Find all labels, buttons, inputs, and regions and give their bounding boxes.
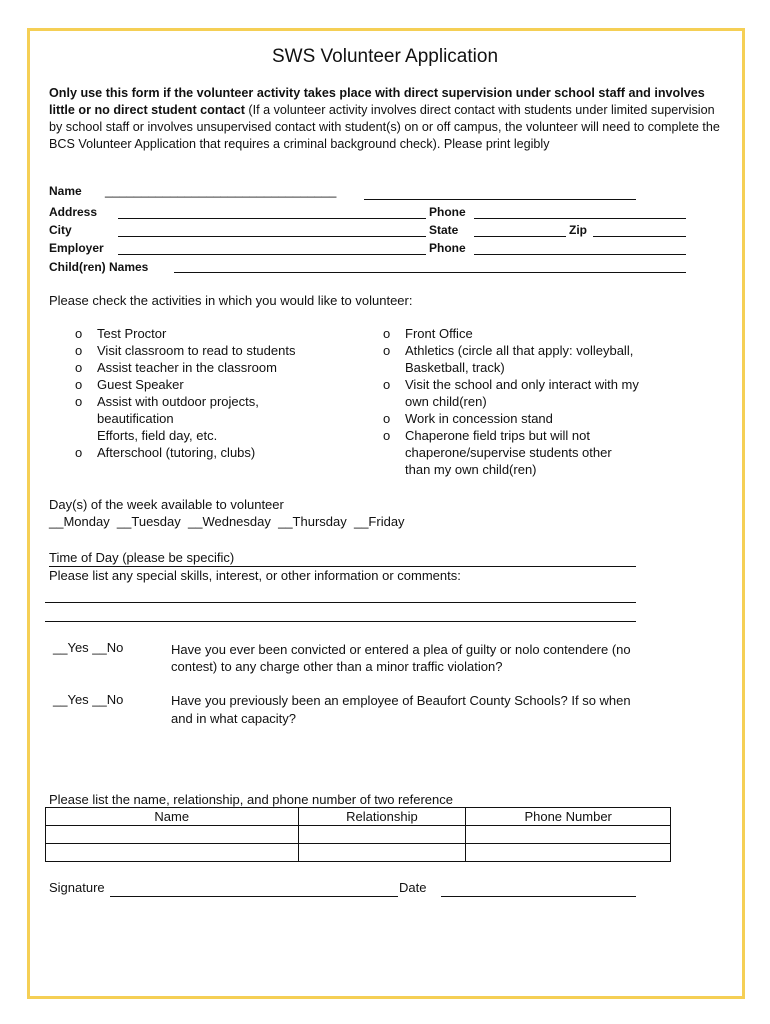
reference-1-relationship-cell[interactable] bbox=[298, 826, 466, 844]
reference-2-name-cell[interactable] bbox=[46, 844, 299, 862]
signature-label: Signature bbox=[49, 880, 105, 895]
time-of-day-field[interactable] bbox=[49, 566, 636, 567]
checkbox-bullet[interactable]: o bbox=[383, 428, 391, 443]
activity-text: Test Proctor bbox=[97, 326, 167, 341]
activity-option-left-4[interactable] bbox=[75, 376, 365, 393]
activity-text: Afterschool (tutoring, clubs) bbox=[97, 445, 256, 460]
activity-text: than my own child(ren) bbox=[405, 462, 537, 477]
activity-option-left-5[interactable] bbox=[75, 393, 365, 444]
activity-text: Athletics (circle all that apply: volleyball, bbox=[405, 343, 634, 358]
activity-text: chaperone/supervise students other bbox=[405, 445, 612, 460]
employee-question-line: Have you previously been an employee of Beaufort County Schools? If so when bbox=[171, 693, 631, 708]
activity-option-left-2[interactable] bbox=[75, 342, 365, 359]
checkbox-bullet[interactable]: o bbox=[383, 411, 391, 426]
conviction-question-line: contest) to any charge other than a minor traffic violation? bbox=[171, 659, 503, 674]
activity-text: beautification bbox=[97, 411, 174, 426]
reference-1-phone-cell[interactable] bbox=[466, 826, 671, 844]
activity-option-right-4[interactable] bbox=[383, 410, 683, 427]
signature-field[interactable] bbox=[110, 896, 398, 897]
references-table bbox=[45, 807, 671, 862]
date-field[interactable] bbox=[441, 896, 636, 897]
activity-option-right-2[interactable] bbox=[383, 342, 683, 376]
days-options[interactable]: __Monday __Tuesday __Wednesday __Thursday __Friday bbox=[49, 514, 405, 529]
table-row bbox=[46, 844, 671, 862]
activity-option-left-1[interactable] bbox=[75, 325, 365, 342]
reference-1-name-cell[interactable] bbox=[46, 826, 299, 844]
checkbox-bullet[interactable]: o bbox=[383, 377, 391, 392]
skills-field-line-2[interactable] bbox=[45, 621, 636, 622]
state-label: State bbox=[429, 223, 459, 237]
activity-text: Assist with outdoor projects, bbox=[97, 394, 259, 409]
reference-2-relationship-cell[interactable] bbox=[298, 844, 466, 862]
employee-yes-no[interactable]: __Yes __No bbox=[53, 692, 124, 707]
name-underscores: ________________________________ bbox=[105, 183, 337, 198]
state-field[interactable] bbox=[474, 236, 566, 237]
conviction-question bbox=[171, 641, 631, 675]
activities-left-list bbox=[75, 325, 365, 461]
references-label: Please list the name, relationship, and phone number of two reference bbox=[49, 792, 453, 807]
table-row bbox=[46, 826, 671, 844]
activity-text: own child(ren) bbox=[405, 394, 487, 409]
time-of-day-label: Time of Day (please be specific) bbox=[49, 550, 235, 565]
checkbox-bullet[interactable]: o bbox=[75, 445, 83, 460]
children-label: Child(ren) Names bbox=[49, 260, 149, 274]
activity-text: Efforts, field day, etc. bbox=[97, 428, 218, 443]
city-field[interactable] bbox=[118, 236, 426, 237]
activities-right-list bbox=[383, 325, 683, 478]
skills-field-line-1[interactable] bbox=[45, 602, 636, 603]
employer-label: Employer bbox=[49, 241, 104, 255]
checkbox-bullet[interactable]: o bbox=[383, 326, 391, 341]
days-label: Day(s) of the week available to volunteer bbox=[49, 497, 284, 512]
activity-text: Basketball, track) bbox=[405, 360, 505, 375]
activity-text: Front Office bbox=[405, 326, 473, 341]
activity-text: Visit classroom to read to students bbox=[97, 343, 296, 358]
phone-field[interactable] bbox=[474, 218, 686, 219]
conviction-yes-no[interactable]: __Yes __No bbox=[53, 640, 124, 655]
address-label: Address bbox=[49, 205, 98, 219]
children-field[interactable] bbox=[174, 272, 686, 273]
zip-label: Zip bbox=[569, 223, 587, 237]
phone-label: Phone bbox=[429, 205, 466, 219]
table-header-row bbox=[46, 808, 671, 826]
activities-prompt: Please check the activities in which you would like to volunteer: bbox=[49, 293, 413, 308]
intro-paragraph bbox=[49, 85, 729, 153]
employee-question-line: and in what capacity? bbox=[171, 711, 297, 726]
date-label: Date bbox=[399, 880, 427, 895]
header-name: Name bbox=[46, 808, 299, 826]
city-label: City bbox=[49, 223, 72, 237]
checkbox-bullet[interactable]: o bbox=[75, 360, 83, 375]
employer-field[interactable] bbox=[118, 254, 426, 255]
reference-2-phone-cell[interactable] bbox=[466, 844, 671, 862]
activity-option-left-3[interactable] bbox=[75, 359, 365, 376]
checkbox-bullet[interactable]: o bbox=[75, 326, 83, 341]
checkbox-bullet[interactable]: o bbox=[75, 394, 83, 409]
name-label: Name bbox=[49, 184, 82, 198]
address-field[interactable] bbox=[118, 218, 426, 219]
name-field[interactable] bbox=[364, 199, 636, 200]
intro-bold: Only use this form if the volunteer activity takes place with direct supervision under school staff and involves little or no direct student contact bbox=[49, 86, 705, 117]
checkbox-bullet[interactable]: o bbox=[75, 343, 83, 358]
skills-label: Please list any special skills, interest, or other information or comments: bbox=[49, 568, 461, 583]
employer-phone-label: Phone bbox=[429, 241, 466, 255]
activity-option-right-5[interactable] bbox=[383, 427, 683, 478]
activity-text: Work in concession stand bbox=[405, 411, 553, 426]
activity-text: Guest Speaker bbox=[97, 377, 184, 392]
form-title: SWS Volunteer Application bbox=[271, 46, 499, 67]
activity-text: Chaperone field trips but will not bbox=[405, 428, 590, 443]
conviction-question-line: Have you ever been convicted or entered a plea of guilty or nolo contendere (no bbox=[171, 642, 631, 657]
activity-option-right-1[interactable] bbox=[383, 325, 683, 342]
zip-field[interactable] bbox=[593, 236, 686, 237]
activity-option-left-6[interactable] bbox=[75, 444, 365, 461]
checkbox-bullet[interactable]: o bbox=[383, 343, 391, 358]
header-relationship: Relationship bbox=[298, 808, 466, 826]
activity-option-right-3[interactable] bbox=[383, 376, 683, 410]
employer-phone-field[interactable] bbox=[474, 254, 686, 255]
activity-text: Visit the school and only interact with my bbox=[405, 377, 639, 392]
activity-text: Assist teacher in the classroom bbox=[97, 360, 277, 375]
employee-question bbox=[171, 692, 631, 728]
header-phone-number: Phone Number bbox=[466, 808, 671, 826]
intro-rest: (If a volunteer activity involves direct contact with students under limited supervision by school staff or involves unsupervised contact with student(s) on or off campus, the volunteer will need to complete the BCS Volunteer Application that requires a criminal background check). Please print legibly bbox=[49, 103, 720, 151]
checkbox-bullet[interactable]: o bbox=[75, 377, 83, 392]
